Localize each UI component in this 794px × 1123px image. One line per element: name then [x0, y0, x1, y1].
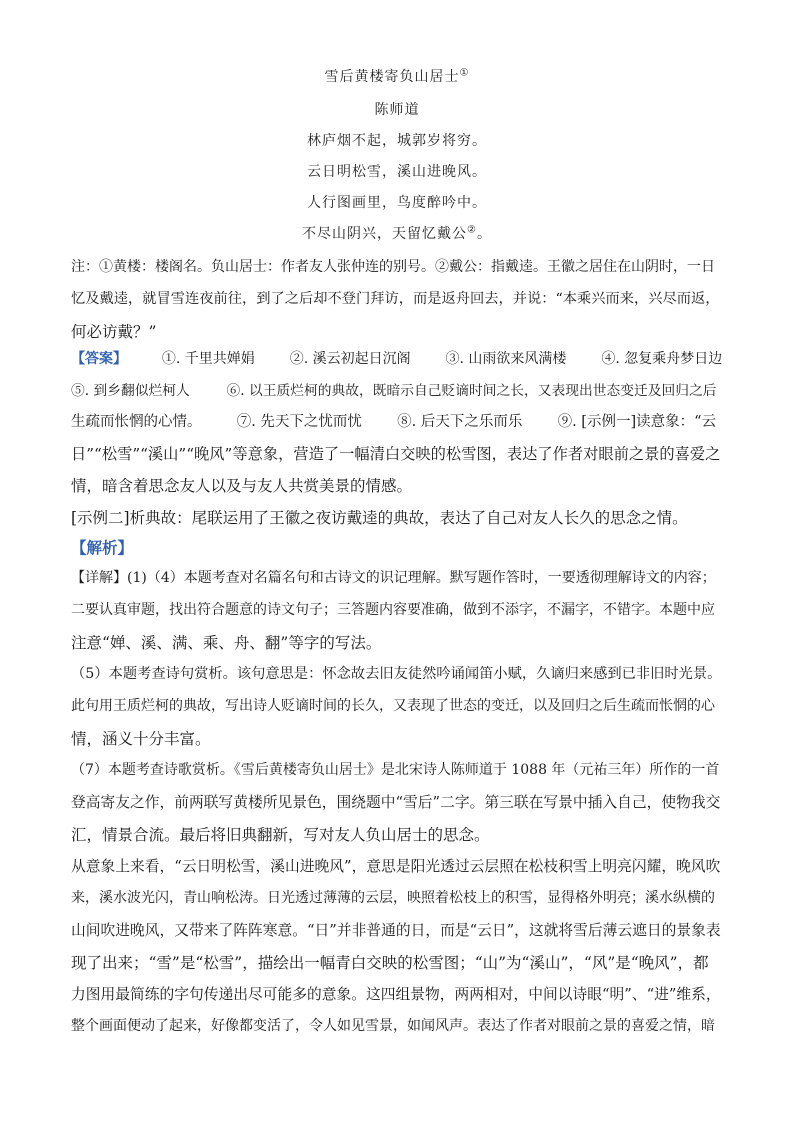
- note-text-3: 何必访戴？”: [71, 323, 157, 341]
- analysis-line-6: 情，涵义十分丰富。: [71, 730, 211, 748]
- answer-item-6: ⑥. 以王质烂柯的典故，既暗示自己贬谪时间之长，又表现出世态变迁及回归之后: [226, 383, 717, 399]
- answer-item-2: ②. 溪云初起日沉阁: [289, 351, 411, 367]
- answer-item-5: ⑤. 到乡翻似烂柯人: [71, 383, 190, 399]
- note-text-1: 注：①黄楼：楼阁名。负山居士：作者友人张仲连的别号。②戴公：指戴逵。王徽之居住在山阴时，一日: [71, 259, 715, 275]
- answer-item-8: ⑧. 后天下之乐而乐: [397, 414, 523, 430]
- answer-row-1: [71, 348, 723, 368]
- analysis-line-8: 登高寄友之作，前两联写黄楼所见景色，围绕题中“雪后”二字。第三联在写景中插入自己，使物我交: [71, 794, 721, 811]
- answer-item-4: ④. 忽复乘舟梦日边: [601, 351, 723, 367]
- answer-row-6: [示例二]析典故：尾联运用了王徽之夜访戴逵的典故，表达了自己对友人长久的思念之情。: [71, 509, 688, 527]
- poem-line-4-text: 不尽山阴兴，天留忆戴公: [302, 226, 468, 242]
- answer-item-7: ⑦. 先天下之忧而忧: [236, 414, 362, 430]
- note-line-2: [71, 288, 723, 308]
- analysis-line-4: （5）本题考查诗句赏析。该句意思是：怀念故去旧友徒然吟诵闻笛小赋，久谪归来感到已非旧时光景。: [71, 666, 722, 682]
- answer-item-3: ③. 山雨欲来风满楼: [445, 351, 567, 367]
- analysis-line-1: 【详解】(1)（4）本题考查对名篇名句和古诗文的识记理解。默写题作答时，一要透彻理解诗文的内容；: [71, 570, 716, 586]
- poem-title: [0, 66, 794, 86]
- poem-line-3: 人行图画里，鸟度醉吟中。: [307, 195, 487, 211]
- analysis-line-12: 山间吹进晚风，又带来了阵阵寒意。“日”并非普通的日，而是“云日”，这就将雪后薄云遮日的景象表: [71, 922, 721, 939]
- answer-item-1: ①. 千里共婵娟: [161, 351, 255, 367]
- note-text-2: 忆及戴逵，就冒雪连夜前往，到了之后却不登门拜访，而是返舟回去，并说：“本乘兴而来，兴尽而返，: [71, 291, 720, 307]
- analysis-line-3: 注意“婵、溪、满、乘、舟、翻”等字的写法。: [71, 634, 382, 652]
- footnote-marker-2: ②: [467, 224, 477, 236]
- analysis-tag-row: [71, 536, 723, 558]
- answer-row-5: 情，暗含着思念友人以及与友人共赏美景的情感。: [71, 477, 413, 495]
- answer-tag: 【答案】: [71, 351, 127, 367]
- note-line-1: [71, 256, 723, 276]
- analysis-line-13: 现了出来；“雪”是“松雪”，描绘出一幅青白交映的松雪图；“山”为“溪山”，“风”是“晚风”，都: [71, 954, 709, 972]
- analysis-line-10: 从意象上来看，“云日明松雪，溪山进晚风”，意思是阳光透过云层照在松枝积雪上明亮闪耀，晚风吹: [71, 858, 721, 875]
- answer-item-6-cont: 生疏而怅惘的心情。: [71, 414, 202, 430]
- analysis-line-14: 力图用最简练的字句传递出尽可能多的意象。这四组景物，两两相对，中间以诗眼“明”、“进”维系，: [71, 986, 721, 1003]
- answer-row-2: [71, 379, 723, 399]
- footnote-marker-1: ①: [459, 67, 470, 79]
- poem-author: 陈师道: [374, 102, 420, 118]
- analysis-line-5: 此句用王质烂柯的典故，写出诗人贬谪时间的长久，又表现了世态的变迁，以及回归之后生疏而怅惘的心: [71, 698, 715, 714]
- analysis-line-11: 来，溪水波光闪，青山响松涛。日光透过薄薄的云层，映照着松枝上的积雪，显得格外明亮；溪水纵横的: [71, 890, 715, 906]
- poem-line-2: 云日明松雪，溪山进晚风。: [307, 164, 487, 180]
- answer-row-4: 日”“松雪”“溪山”“晚风”等意象，营造了一幅清白交映的松雪图，表达了作者对眼前之景的喜爱之: [71, 445, 721, 463]
- analysis-line-15: 整个画面便动了起来，好像都变活了，令人如见雪景，如闻风声。表达了作者对眼前之景的喜爱之情，暗: [71, 1018, 715, 1034]
- poem-line-1: 林庐烟不起，城郭岁将穷。: [307, 133, 487, 149]
- analysis-line-2: 二要认真审题，找出符合题意的诗文句子；三答题内容要准确，做到不添字，不漏字，不错字。本题中应: [71, 602, 715, 618]
- answer-row-3: [71, 410, 723, 431]
- note-line-3: [71, 320, 723, 342]
- analysis-line-7: （7）本题考查诗歌赏析。《雪后黄楼寄负山居士》是北宋诗人陈师道于 1088 年（元祐三年）所作的一首: [71, 762, 720, 778]
- poem-line-4: [0, 223, 794, 243]
- answer-item-9: ⑨. [示例一]读意象：“云: [557, 414, 717, 430]
- analysis-line-9: 汇，情景合流。最后将旧典翻新，写对友人负山居士的思念。: [71, 826, 490, 844]
- poem-title-text: 雪后黄楼寄负山居士: [324, 69, 460, 85]
- poem-line-4-end: 。: [476, 226, 492, 242]
- analysis-tag: 【解析】: [71, 538, 134, 557]
